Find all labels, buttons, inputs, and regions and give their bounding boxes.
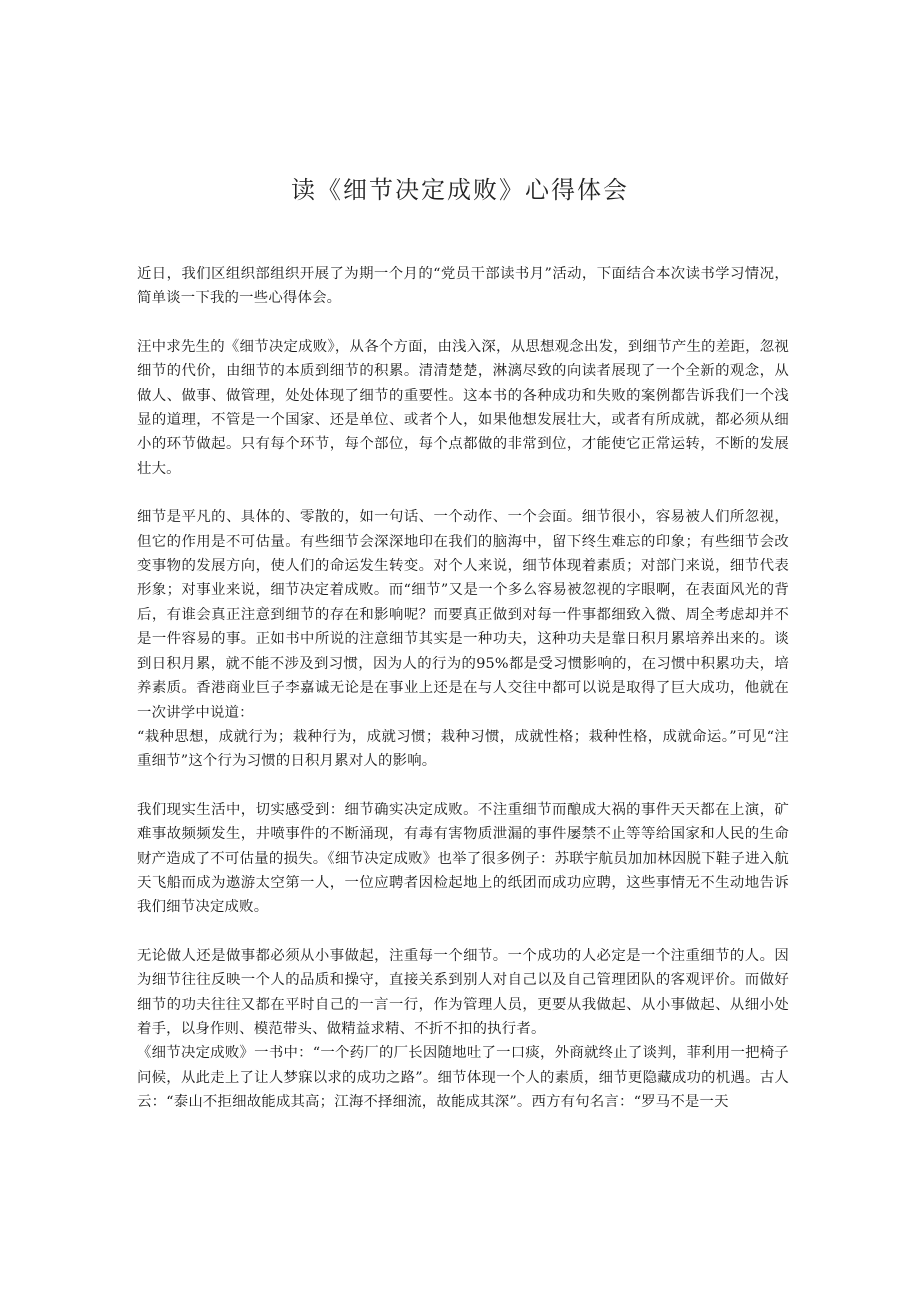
paragraph-real-life: 我们现实生活中，切实感受到：细节确实决定成败。不注重细节而酿成大祸的事件天天都在上演，矿难事故频频发生，井喷事件的不断涌现，有毒有害物质泄漏的事件屡禁不止等等给国家和人民的生命财产造成了不可估量的损失。《细节决定成败》也举了很多例子：苏联宇航员加加林因脱下鞋子进入航天飞船而成为遨游太空第一人，一位应聘者因检起地上的纸团而成功应聘，这些事情无不生动地告诉我们细节决定成败。 — [137, 801, 789, 916]
paragraph-book-summary: 汪中求先生的《细节决定成败》，从各个方面，由浅入深，从思想观念出发，到细节产生的差距，忽视细节的代价，由细节的本质到细节的积累。清清楚楚，淋漓尽致的向读者展现了一个全新的观念，从做人、做事、做管理，处处体现了细节的重要性。这本书的各种成功和失败的案例都告诉我们一个浅显的道理，不管是一个国家、还是单位、或者个人，如果他想发展壮大，或者有所成就，都必须从细小的环节做起。只有每个环节，每个部位，每个点都做的非常到位，才能使它正常运转，不断的发展壮大。 — [137, 338, 789, 477]
paragraph-quote: “栽种思想，成就行为；栽种行为，成就习惯；栽种习惯，成就性格；栽种性格，成就命运。”可见“注重细节”这个行为习惯的日积月累对人的影响。 — [137, 728, 789, 770]
paragraph-gap — [137, 920, 789, 944]
paragraph-book-examples: 《细节决定成败》一书中：“一个药厂的厂长因随地吐了一口痰，外商就终止了谈判，菲利用一把椅子问候，从此走上了让人梦寐以求的成功之路”。细节体现一个人的素质，细节更隐藏成功的机遇。古人云：“泰山不拒细故能成其高；江海不择细流，故能成其深”。西方有句名言：“罗马不是一天 — [137, 1045, 789, 1111]
paragraph-gap — [137, 311, 789, 335]
paragraph-gap — [137, 481, 789, 505]
document-title: 读《细节决定成败》心得体会 — [291, 176, 629, 204]
paragraph-conduct: 无论做人还是做事都必须从小事做起，注重每一个细节。一个成功的人必定是一个注重细节的人。因为细节往往反映一个人的品质和操守，直接关系到别人对自己以及自己管理团队的客观评价。而做好细节的功夫往往又都在平时自己的一言一行，作为管理人员，更要从我做起、从小事做起、从细小处着手，以身作则、模范带头、做精益求精、不折不扣的执行者。 — [137, 947, 789, 1037]
paragraph-detail-nature: 细节是平凡的、具体的、零散的，如一句话、一个动作、一个会面。细节很小，容易被人们所忽视，但它的作用是不可估量。有些细节会深深地印在我们的脑海中，留下终生难忘的印象；有些细节会改变事物的发展方向，使人们的命运发生转变。对个人来说，细节体现着素质；对部门来说，细节代表形象；对事业来说，细节决定着成败。而“细节”又是一个多么容易被忽视的字眼啊，在表面风光的背后，有谁会真正注意到细节的存在和影响呢？而要真正做到对每一件事都细致入微、周全考虑却并不是一件容易的事。正如书中所说的注意细节其实是一种功夫，这种功夫是靠日积月累培养出来的。谈到日积月累，就不能不涉及到习惯，因为人的行为的95%都是受习惯影响的，在习惯中积累功夫，培养素质。香港商业巨子李嘉诚无论是在事业上还是在与人交往中都可以说是取得了巨大成功，他就在一次讲学中说道： — [137, 509, 789, 721]
paragraph-gap — [137, 774, 789, 798]
document-body — [137, 262, 789, 1115]
paragraph-intro: 近日，我们区组织部组织开展了为期一个月的“党员干部读书月”活动，下面结合本次读书学习情况，简单谈一下我的一些心得体会。 — [137, 266, 789, 307]
